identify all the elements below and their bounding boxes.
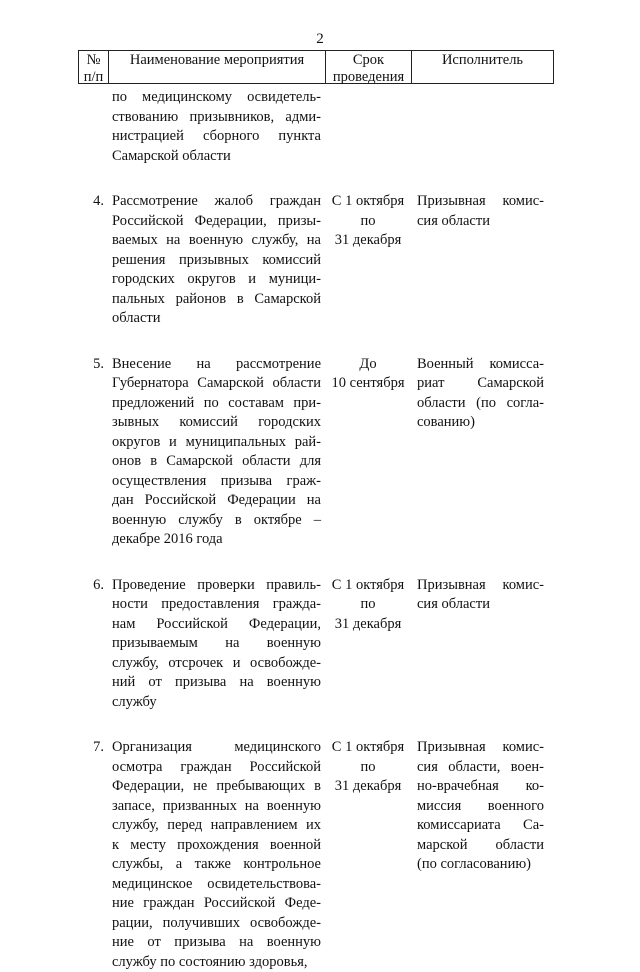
name-line: службы, а также контрольное <box>112 855 321 875</box>
executor-line: сованию) <box>417 413 544 433</box>
name-line: нистрацией сборного пункта <box>112 127 321 147</box>
executor-line: (по согласованию) <box>417 855 544 875</box>
table-row <box>78 576 554 713</box>
name-line: ний от призыва на военную <box>112 673 321 693</box>
name-line: службу, перед направлением их <box>112 816 321 836</box>
executor-line: сия области <box>417 595 544 615</box>
term-line: С 1 октября <box>325 738 411 758</box>
row-name <box>108 576 325 713</box>
header-number <box>79 51 109 83</box>
name-line: Самарской области <box>112 147 321 167</box>
row-term <box>325 576 411 713</box>
row-number: 5. <box>78 355 108 550</box>
name-line: осмотра граждан Российской <box>112 758 321 778</box>
executor-line: Призывная комис- <box>417 192 544 212</box>
table-row <box>78 355 554 550</box>
row-number: 4. <box>78 192 108 329</box>
name-line: по медицинскому освидетель- <box>112 88 321 108</box>
header-term <box>326 51 412 83</box>
name-line: медицинское освидетельствова- <box>112 875 321 895</box>
executor-line: сия области, воен- <box>417 758 544 778</box>
executor-line: риат Самарской <box>417 374 544 394</box>
row-term <box>325 355 411 550</box>
header-term-line: проведения <box>326 69 411 86</box>
name-line: Организация медицинского <box>112 738 321 758</box>
row-executor <box>411 88 552 166</box>
name-line: ности предоставления гражда- <box>112 595 321 615</box>
name-line: Российской Федерации, призы- <box>112 212 321 232</box>
term-line: До <box>325 355 411 375</box>
row-term <box>325 192 411 329</box>
table-row-continuation <box>78 88 554 166</box>
header-number-line: п/п <box>79 69 108 86</box>
name-line: округов и муниципальных рай- <box>112 433 321 453</box>
name-line: запасе, призванных на военную <box>112 797 321 817</box>
name-line: онов в Самарской области для <box>112 452 321 472</box>
name-line: предложений по составам при- <box>112 394 321 414</box>
row-executor <box>411 576 552 713</box>
row-executor <box>411 355 552 550</box>
name-line: ствованию призывников, адми- <box>112 108 321 128</box>
executor-line: области (по согла- <box>417 394 544 414</box>
name-line: ние граждан Российской Феде- <box>112 894 321 914</box>
table-header <box>78 50 554 84</box>
term-line: С 1 октября <box>325 576 411 596</box>
name-line: декабре 2016 года <box>112 530 321 550</box>
executor-line: комиссариата Са- <box>417 816 544 836</box>
term-line: С 1 октября <box>325 192 411 212</box>
executor-line: марской области <box>417 836 544 856</box>
name-line: Федерации, не пребывающих в <box>112 777 321 797</box>
row-number <box>78 88 108 166</box>
name-line: службу по состоянию здоровья, <box>112 953 321 972</box>
name-line: дан Российской Федерации на <box>112 491 321 511</box>
name-line: Внесение на рассмотрение <box>112 355 321 375</box>
name-line: рации, получивших освобожде- <box>112 914 321 934</box>
executor-line: сия области <box>417 212 544 232</box>
row-term <box>325 738 411 972</box>
row-number: 6. <box>78 576 108 713</box>
executor-line: Призывная комис- <box>417 738 544 758</box>
header-name: Наименование мероприятия <box>109 51 326 83</box>
term-line: по <box>325 212 411 232</box>
header-number-line: № <box>79 52 108 69</box>
row-executor <box>411 192 552 329</box>
table-row <box>78 192 554 329</box>
name-line: городских округов и муници- <box>112 270 321 290</box>
row-term <box>325 88 411 166</box>
table-row <box>78 738 554 972</box>
name-line: зывных комиссий городских <box>112 413 321 433</box>
name-line: нам Российской Федерации, <box>112 615 321 635</box>
row-name <box>108 88 325 166</box>
name-line: службу <box>112 693 321 713</box>
name-line: призываемым на военную <box>112 634 321 654</box>
table-body <box>78 88 554 972</box>
name-line: Проведение проверки правиль- <box>112 576 321 596</box>
header-executor: Исполнитель <box>412 51 553 83</box>
row-number: 7. <box>78 738 108 972</box>
name-line: военную службу в октябре – <box>112 511 321 531</box>
term-line: 31 декабря <box>325 615 411 635</box>
name-line: Рассмотрение жалоб граждан <box>112 192 321 212</box>
name-line: ние от призыва на военную <box>112 933 321 953</box>
executor-line: Призывная комис- <box>417 576 544 596</box>
name-line: к месту прохождения военной <box>112 836 321 856</box>
term-line: по <box>325 758 411 778</box>
executor-line: но-врачебная ко- <box>417 777 544 797</box>
term-line: по <box>325 595 411 615</box>
name-line: Губернатора Самарской области <box>112 374 321 394</box>
name-line: решения призывных комиссий <box>112 251 321 271</box>
name-line: осуществления призыва граж- <box>112 472 321 492</box>
term-line: 10 сентября <box>325 374 411 394</box>
name-line: службу, отсрочек и освобожде- <box>112 654 321 674</box>
header-term-line: Срок <box>326 52 411 69</box>
row-name <box>108 192 325 329</box>
name-line: пальных районов в Самарской <box>112 290 321 310</box>
row-name <box>108 355 325 550</box>
executor-line: Военный комисса- <box>417 355 544 375</box>
row-name <box>108 738 325 972</box>
executor-line: миссия военного <box>417 797 544 817</box>
term-line: 31 декабря <box>325 777 411 797</box>
row-executor <box>411 738 552 972</box>
name-line: ваемых на военную службу, на <box>112 231 321 251</box>
name-line: области <box>112 309 321 329</box>
term-line: 31 декабря <box>325 231 411 251</box>
page-number: 2 <box>0 30 640 48</box>
